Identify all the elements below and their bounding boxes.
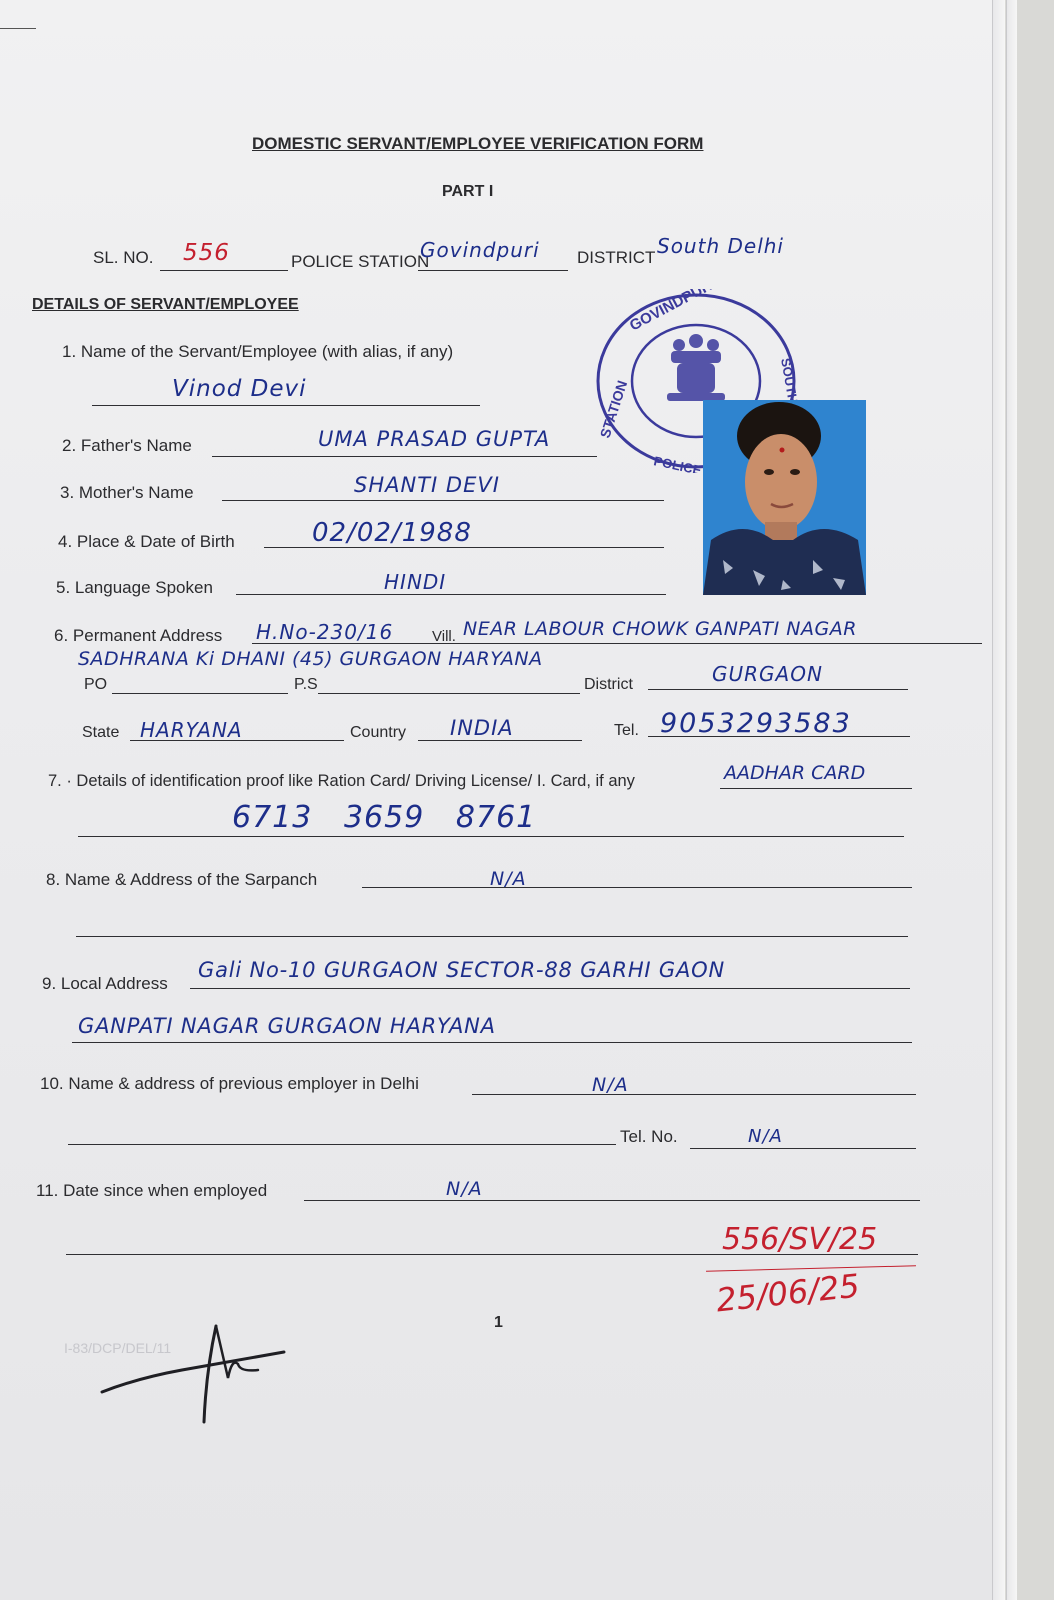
field-5-value: HINDI bbox=[384, 570, 447, 594]
sl-no-line bbox=[160, 270, 288, 271]
field-7-label: 7. · Details of identification proof like Ration Card/ Driving License/ I. Card, if any bbox=[48, 772, 635, 790]
field-8-value: N/A bbox=[490, 868, 527, 890]
section-title: DETAILS OF SERVANT/EMPLOYEE bbox=[32, 296, 299, 313]
field-6-label: 6. Permanent Address bbox=[54, 626, 223, 645]
field-3-value: SHANTI DEVI bbox=[354, 473, 500, 497]
field-10-line-a bbox=[472, 1094, 916, 1095]
field-10-tel-label: Tel. No. bbox=[620, 1127, 678, 1146]
red-reference-number: 556/SV/25 bbox=[722, 1222, 878, 1257]
ps-label: P.S bbox=[294, 676, 318, 693]
po-line bbox=[112, 693, 288, 694]
field-8-line-a bbox=[362, 887, 912, 888]
field-8-line-b bbox=[76, 936, 908, 937]
red-date: 25/06/25 bbox=[714, 1266, 862, 1320]
district-field-label: District bbox=[584, 676, 633, 693]
signature bbox=[98, 1322, 298, 1437]
field-9-line-b bbox=[72, 1042, 912, 1043]
field-10-tel-value: N/A bbox=[748, 1126, 783, 1147]
paper-stack-edge bbox=[1006, 0, 1017, 1600]
field-3-label: 3. Mother's Name bbox=[60, 483, 194, 502]
stamp-text-left: STATION bbox=[596, 378, 631, 440]
ps-line bbox=[318, 693, 580, 694]
field-7-line-a bbox=[720, 788, 912, 789]
po-label: PO bbox=[84, 676, 108, 693]
police-station-label: POLICE STATION bbox=[291, 252, 430, 271]
field-9-value-a: Gali No-10 GURGAON SECTOR-88 GARHI GAON bbox=[198, 958, 725, 982]
tel-value: 9053293583 bbox=[660, 708, 852, 739]
district-field-value: GURGAON bbox=[712, 662, 823, 686]
district-label: DISTRICT bbox=[577, 248, 656, 267]
field-9-line-a bbox=[190, 988, 910, 989]
tel-label: Tel. bbox=[614, 722, 639, 739]
paper-stack-edge bbox=[992, 0, 1005, 1600]
employee-photo bbox=[703, 400, 866, 595]
field-6-vill-label: Vill. bbox=[432, 628, 456, 645]
stamp-text-bottom: POLICE bbox=[652, 453, 703, 473]
sl-no-value: 556 bbox=[183, 240, 230, 266]
district-field-line bbox=[648, 689, 908, 690]
field-6-value-c: SADHRANA Ki DHANI (45) GURGAON HARYANA bbox=[78, 648, 543, 670]
state-value: HARYANA bbox=[140, 718, 243, 742]
police-station-line bbox=[418, 270, 568, 271]
field-1-value: Vinod Devi bbox=[172, 376, 307, 402]
country-label: Country bbox=[350, 724, 407, 741]
state-label: State bbox=[82, 724, 120, 741]
field-6-value-a: H.No-230/16 bbox=[256, 620, 394, 644]
top-mark bbox=[0, 28, 36, 29]
field-11-value: N/A bbox=[446, 1178, 483, 1200]
field-11-label: 11. Date since when employed bbox=[36, 1181, 268, 1200]
form-code: I-83/DCP/DEL/11 bbox=[64, 1340, 172, 1356]
field-10-label: 10. Name & address of previous employer in Delhi bbox=[40, 1074, 419, 1093]
field-10-tel-line bbox=[690, 1148, 916, 1149]
field-10-value: N/A bbox=[592, 1074, 629, 1096]
field-4-value: 02/02/1988 bbox=[312, 518, 472, 548]
police-station-value: Govindpuri bbox=[420, 238, 540, 262]
field-2-label: 2. Father's Name bbox=[62, 436, 192, 455]
form-title: DOMESTIC SERVANT/EMPLOYEE VERIFICATION FORM bbox=[252, 134, 704, 153]
sl-no-label: SL. NO. bbox=[93, 248, 154, 267]
field-2-value: UMA PRASAD GUPTA bbox=[318, 427, 551, 451]
field-5-label: 5. Language Spoken bbox=[56, 578, 213, 597]
field-6-value-b: NEAR LABOUR CHOWK GANPATI NAGAR bbox=[463, 618, 857, 640]
field-1-line bbox=[92, 405, 480, 406]
field-7-value-b: 6713 3659 8761 bbox=[232, 800, 537, 835]
field-10-line-b bbox=[68, 1144, 616, 1145]
field-9-label: 9. Local Address bbox=[42, 974, 168, 993]
field-2-line bbox=[212, 456, 597, 457]
field-9-value-b: GANPATI NAGAR GURGAON HARYANA bbox=[78, 1014, 496, 1038]
field-8-label: 8. Name & Address of the Sarpanch bbox=[46, 870, 318, 889]
field-3-line bbox=[222, 500, 664, 501]
field-1-label: 1. Name of the Servant/Employee (with alias, if any) bbox=[62, 342, 454, 361]
field-7-value-a: AADHAR CARD bbox=[724, 762, 866, 784]
part-label: PART I bbox=[442, 183, 494, 200]
field-4-label: 4. Place & Date of Birth bbox=[58, 532, 235, 551]
page-number: 1 bbox=[494, 1314, 503, 1331]
country-line bbox=[418, 740, 582, 741]
field-7-line-b bbox=[78, 836, 904, 837]
field-5-line bbox=[236, 594, 666, 595]
district-value: South Delhi bbox=[657, 234, 784, 258]
field-11-line-a bbox=[304, 1200, 920, 1201]
country-value: INDIA bbox=[450, 716, 514, 740]
